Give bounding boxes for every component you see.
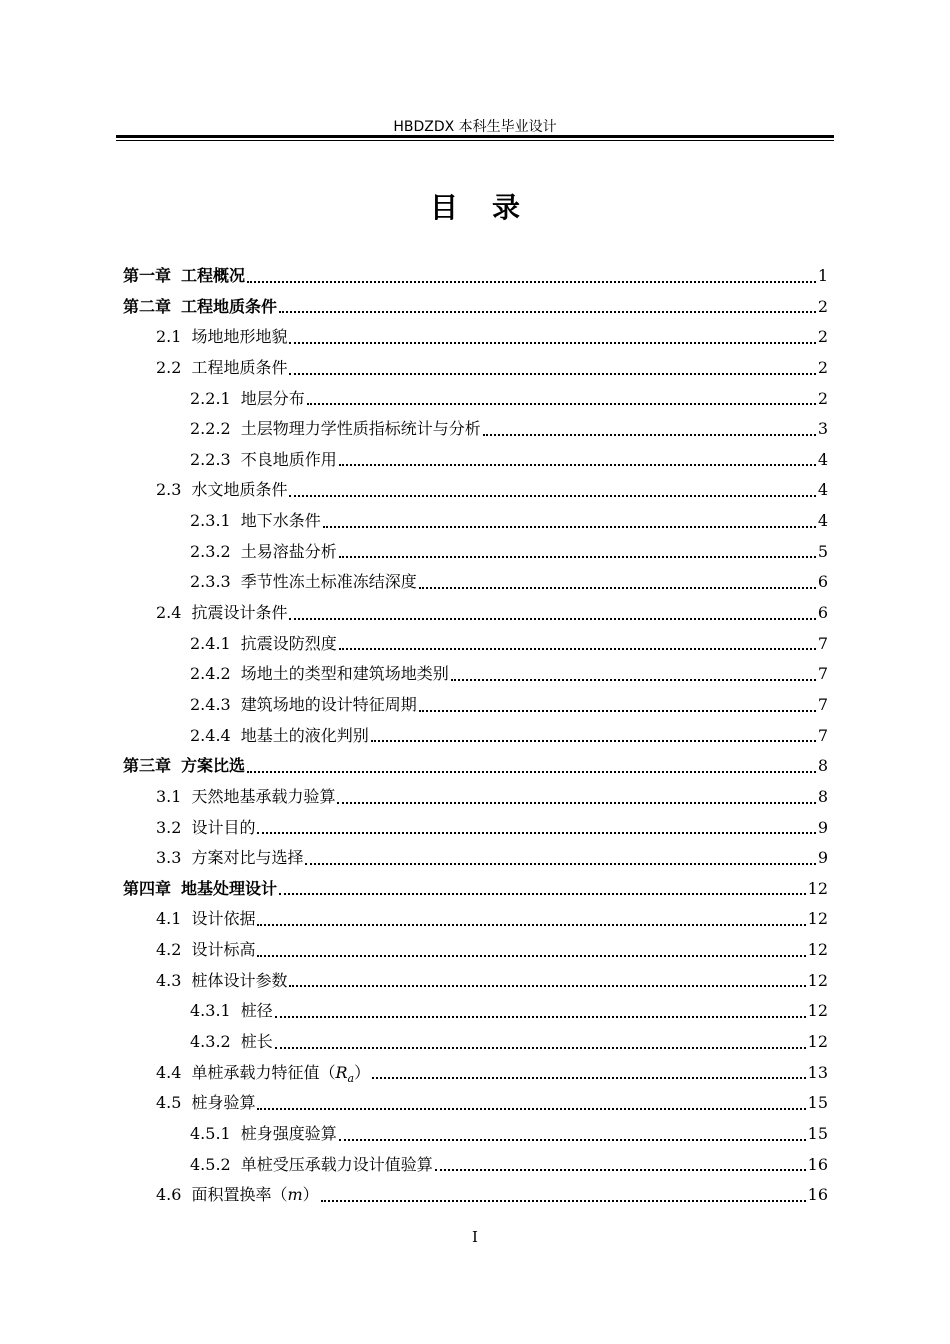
toc-dot-leader: [307, 402, 816, 405]
toc-entry-page: 7: [817, 633, 828, 653]
toc-entry-number: 4.5.2: [190, 1154, 231, 1174]
toc-dot-leader: [247, 770, 816, 773]
toc-entry-number: 2.2: [156, 357, 182, 377]
toc-entry-number: 第三章: [123, 756, 172, 776]
toc-entry-page: 16: [807, 1185, 828, 1205]
toc-entry-title: 设计标高: [191, 940, 256, 960]
toc-dot-leader: [289, 494, 815, 497]
toc-entry[interactable]: [123, 782, 828, 813]
toc-dot-leader: [289, 617, 815, 620]
toc-entry-number: 2.3.3: [190, 572, 231, 592]
toc-entry[interactable]: [123, 414, 828, 445]
toc-dot-leader: [371, 739, 816, 742]
toc-entry[interactable]: [123, 322, 828, 353]
toc-entry-page: 5: [817, 541, 828, 561]
toc-entry-title: 设计依据: [191, 909, 256, 929]
math-variable: R: [335, 1062, 348, 1082]
toc-entry-page: 7: [817, 725, 828, 745]
toc-entry-page: 2: [817, 296, 828, 316]
toc-entry[interactable]: [123, 996, 828, 1027]
toc-entry-page: 15: [807, 1093, 828, 1113]
toc-entry[interactable]: [123, 475, 828, 506]
toc-dot-leader: [257, 1107, 805, 1110]
toc-entry-title: 桩径: [240, 1001, 273, 1021]
toc-entry-page: 12: [807, 1001, 828, 1021]
toc-entry-page: 13: [807, 1062, 828, 1082]
toc-entry-number: 4.3: [156, 970, 182, 990]
toc-entry[interactable]: [123, 1180, 828, 1211]
math-variable: m: [287, 1185, 303, 1205]
toc-entry-title: 地基处理设计: [181, 878, 278, 898]
toc-dot-leader: [321, 1199, 806, 1202]
toc-entry[interactable]: [123, 384, 828, 415]
toc-dot-leader: [279, 310, 816, 313]
toc-entry-title: 桩体设计参数: [191, 970, 288, 990]
toc-dot-leader: [483, 433, 816, 436]
toc-entry-title: 抗震设计条件: [191, 603, 288, 623]
math-subscript: a: [347, 1071, 355, 1085]
toc-entry-number: 4.3.1: [190, 1001, 231, 1021]
toc-entry-number: 2.3: [156, 480, 182, 500]
toc-entry[interactable]: [123, 261, 828, 292]
toc-entry[interactable]: [123, 721, 828, 752]
toc-entry[interactable]: [123, 935, 828, 966]
toc-entry-title: 方案比选: [181, 756, 246, 776]
toc-entry-number: 3.2: [156, 817, 182, 837]
toc-entry-number: 4.2: [156, 940, 182, 960]
toc-entry-page: 12: [807, 970, 828, 990]
toc-entry-title: 工程地质条件: [191, 357, 288, 377]
toc-entry-page: 16: [807, 1154, 828, 1174]
toc-entry[interactable]: [123, 1058, 828, 1089]
toc-entry-page: 2: [817, 357, 828, 377]
toc-entry[interactable]: [123, 874, 828, 905]
toc-entry-number: 3.3: [156, 848, 182, 868]
toc-dot-leader: [275, 1015, 806, 1018]
toc-entry-title: 桩身验算: [191, 1093, 256, 1113]
toc-entry-title: 季节性冻土标准冻结深度: [240, 572, 417, 592]
toc-dot-leader: [435, 1168, 806, 1171]
toc-entry-title: 水文地质条件: [191, 480, 288, 500]
toc-entry-page: 12: [807, 1032, 828, 1052]
table-of-contents: [123, 261, 828, 1211]
toc-entry[interactable]: [123, 1119, 828, 1150]
toc-entry-number: 2.3.2: [190, 541, 231, 561]
toc-entry-page: 1: [817, 266, 828, 285]
toc-entry-title: 单桩受压承载力设计值验算: [240, 1154, 433, 1174]
toc-entry[interactable]: [123, 445, 828, 476]
toc-entry-title: 土层物理力学性质指标统计与分析: [240, 419, 481, 439]
toc-dot-leader: [419, 709, 816, 712]
toc-entry[interactable]: [123, 966, 828, 997]
toc-entry-number: 2.4.2: [190, 664, 231, 684]
toc-entry-title: 场地土的类型和建筑场地类别: [240, 664, 449, 684]
toc-entry-number: 4.3.2: [190, 1032, 231, 1052]
toc-entry-number: 3.1: [156, 786, 182, 806]
toc-dot-leader: [337, 801, 815, 804]
toc-dot-leader: [305, 862, 815, 865]
running-header: HBDZDX 本科生毕业设计: [393, 119, 557, 135]
page-title: 目录: [429, 191, 554, 224]
toc-dot-leader: [275, 1046, 806, 1049]
toc-entry-title: 建筑场地的设计特征周期: [240, 694, 417, 714]
toc-entry-page: 12: [807, 878, 828, 898]
toc-entry-page: 4: [817, 449, 828, 469]
toc-entry[interactable]: [123, 843, 828, 874]
toc-entry-number: 4.5.1: [190, 1123, 231, 1143]
toc-entry-title: 土易溶盐分析: [240, 541, 337, 561]
toc-entry-number: 第四章: [123, 878, 172, 898]
toc-entry-page: 9: [817, 848, 828, 868]
toc-entry-number: 2.4.1: [190, 633, 231, 653]
toc-entry-number: 2.4: [156, 603, 182, 623]
toc-dot-leader: [339, 463, 816, 466]
toc-entry-page: 4: [817, 480, 828, 500]
toc-entry-number: 2.2.3: [190, 449, 231, 469]
toc-entry-title: 抗震设防烈度: [240, 633, 337, 653]
toc-entry[interactable]: [123, 751, 828, 782]
toc-entry-page: 2: [817, 388, 828, 408]
header-rule-thin: [116, 140, 834, 141]
page-number: I: [472, 1228, 478, 1246]
toc-entry-title: 工程地质条件: [181, 296, 278, 316]
toc-dot-leader: [247, 280, 816, 283]
toc-entry-title: 桩长: [240, 1032, 273, 1052]
toc-dot-leader: [451, 678, 816, 681]
toc-dot-leader: [339, 555, 816, 558]
toc-entry-title: 地基土的液化判别: [240, 725, 369, 745]
toc-entry[interactable]: [123, 537, 828, 568]
toc-entry-title: 场地地形地貌: [191, 327, 288, 347]
toc-dot-leader: [339, 1138, 806, 1141]
toc-entry[interactable]: [123, 690, 828, 721]
toc-entry-page: 12: [807, 909, 828, 929]
toc-entry[interactable]: [123, 1027, 828, 1058]
toc-entry-number: 4.6: [156, 1185, 182, 1205]
toc-entry-title: 方案对比与选择: [191, 848, 304, 868]
toc-entry[interactable]: [123, 813, 828, 844]
header-rule-thick: [116, 135, 834, 138]
toc-entry-page: 8: [817, 786, 828, 806]
toc-entry-title: 面积置换率（m）: [191, 1185, 319, 1205]
toc-entry-title: 地下水条件: [240, 511, 321, 531]
toc-entry-title: 桩身强度验算: [240, 1123, 337, 1143]
toc-entry[interactable]: [123, 353, 828, 384]
toc-entry-number: 2.1: [156, 327, 182, 347]
toc-entry-page: 6: [817, 572, 828, 592]
toc-entry[interactable]: [123, 1088, 828, 1119]
toc-dot-leader: [289, 372, 815, 375]
toc-entry-page: 15: [807, 1123, 828, 1143]
toc-entry-number: 2.4.4: [190, 725, 231, 745]
toc-entry-number: 第一章: [123, 266, 172, 285]
toc-dot-leader: [419, 586, 816, 589]
toc-entry-page: 4: [817, 511, 828, 531]
toc-entry-page: 12: [807, 940, 828, 960]
toc-entry[interactable]: [123, 598, 828, 629]
toc-dot-leader: [257, 831, 815, 834]
toc-entry-title: 单桩承载力特征值$(R_a)$: [191, 1062, 371, 1085]
toc-entry-page: 7: [817, 694, 828, 714]
toc-entry-number: 第二章: [123, 296, 172, 316]
toc-entry-title: 天然地基承载力验算: [191, 786, 336, 806]
toc-entry-page: 6: [817, 603, 828, 623]
toc-entry[interactable]: [123, 506, 828, 537]
toc-dot-leader: [372, 1076, 806, 1079]
toc-dot-leader: [339, 647, 816, 650]
toc-dot-leader: [257, 954, 805, 957]
toc-entry-page: 8: [817, 756, 828, 776]
toc-entry-number: 2.2.2: [190, 419, 231, 439]
toc-entry[interactable]: [123, 904, 828, 935]
toc-entry[interactable]: [123, 629, 828, 660]
toc-entry-number: 2.3.1: [190, 511, 231, 531]
toc-dot-leader: [279, 892, 806, 895]
toc-entry-number: 4.5: [156, 1093, 182, 1113]
toc-entry-title: 设计目的: [191, 817, 256, 837]
toc-dot-leader: [289, 341, 815, 344]
toc-entry[interactable]: [123, 567, 828, 598]
toc-entry-number: 2.2.1: [190, 388, 231, 408]
toc-entry[interactable]: [123, 292, 828, 323]
toc-entry-page: 9: [817, 817, 828, 837]
toc-entry-number: 4.4: [156, 1062, 182, 1082]
toc-entry[interactable]: [123, 1150, 828, 1181]
toc-entry-number: 4.1: [156, 909, 182, 929]
toc-entry[interactable]: [123, 659, 828, 690]
toc-entry-title: 不良地质作用: [240, 449, 337, 469]
toc-entry-page: 3: [817, 419, 828, 439]
toc-entry-page: 2: [817, 327, 828, 347]
toc-entry-title: 地层分布: [240, 388, 305, 408]
toc-dot-leader: [289, 984, 805, 987]
toc-dot-leader: [257, 923, 805, 926]
toc-dot-leader: [323, 525, 816, 528]
toc-entry-number: 2.4.3: [190, 694, 231, 714]
toc-entry-page: 7: [817, 664, 828, 684]
toc-entry-title: 工程概况: [181, 266, 246, 285]
